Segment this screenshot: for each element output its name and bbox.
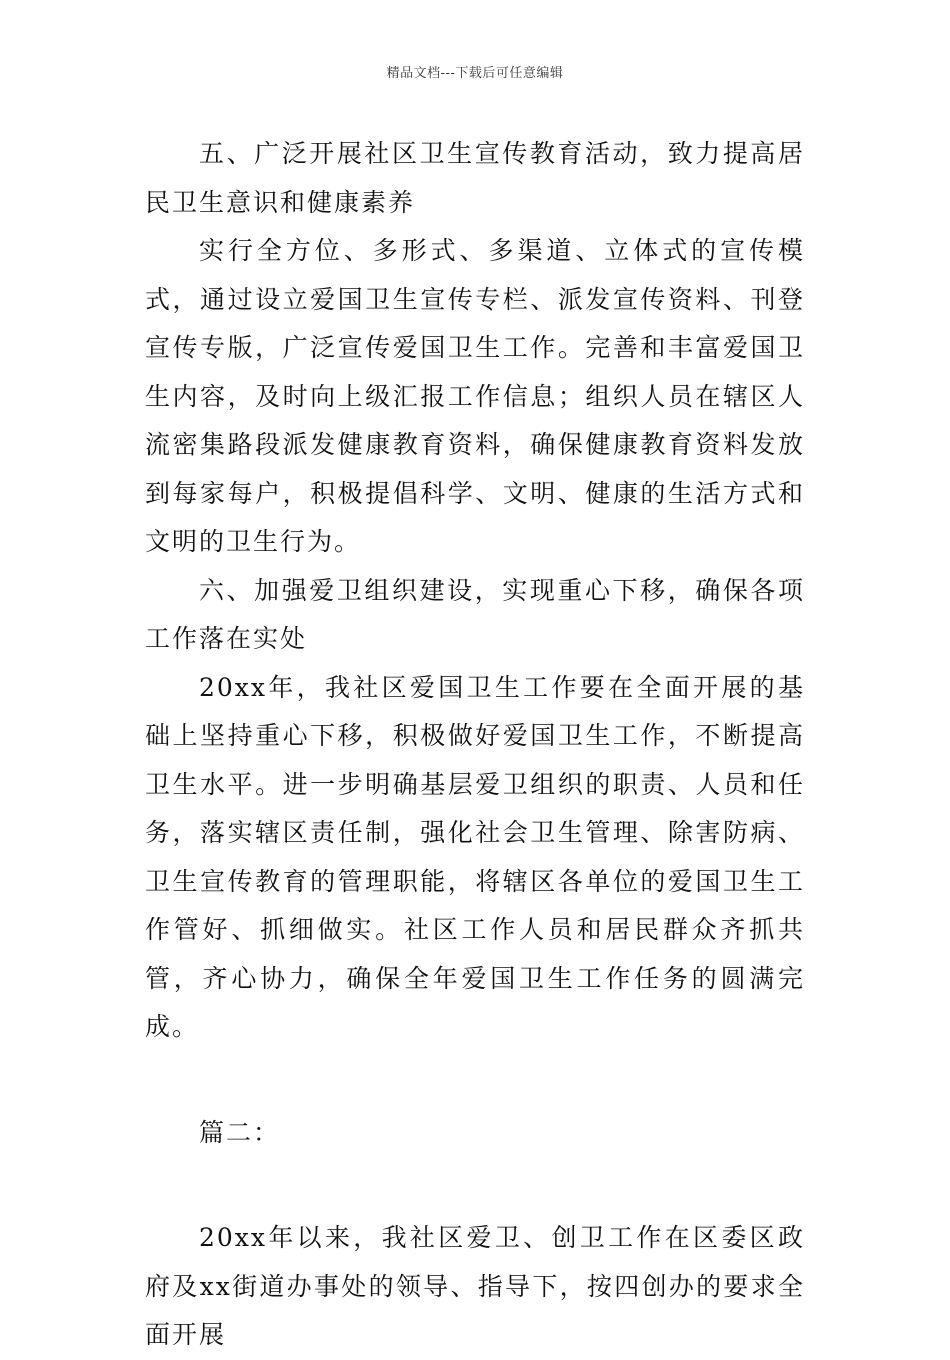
document-body	[145, 130, 805, 1360]
body-paragraph: 20xx年，我社区爱国卫生工作要在全面开展的基础上坚持重心下移，积极做好爱国卫生工作，不断提高卫生水平。进一步明确基层爱卫组织的职责、人员和任务，落实辖区责任制，强化社会卫生管理、除害防病、卫生宣传教育的管理职能，将辖区各单位的爱国卫生工作管好、抓细做实。社区工作人员和居民群众齐抓共管，齐心协力，确保全年爱国卫生工作任务的圆满完成。	[145, 672, 805, 1041]
page-header: 精品文档---下载后可任意编辑	[386, 66, 564, 81]
body-paragraph: 20xx年以来，我社区爱卫、创卫工作在区委区政府及xx街道办事处的领导、指导下，按四创办的要求全面开展	[145, 1223, 805, 1349]
part-heading: 篇二：	[199, 1117, 281, 1147]
section-heading-five: 五、广泛开展社区卫生宣传教育活动，致力提高居民卫生意识和健康素养	[145, 139, 805, 217]
section-heading-six: 六、加强爱卫组织建设，实现重心下移，确保各项工作落在实处	[145, 575, 805, 653]
body-paragraph: 实行全方位、多形式、多渠道、立体式的宣传模式，通过设立爱国卫生宣传专栏、派发宣传资料、刊登宣传专版，广泛宣传爱国卫生工作。完善和丰富爱国卫生内容，及时向上级汇报工作信息；组织人员在辖区人流密集路段派发健康教育资料，确保健康教育资料发放到每家每户，积极提倡科学、文明、健康的生活方式和文明的卫生行为。	[145, 236, 805, 556]
